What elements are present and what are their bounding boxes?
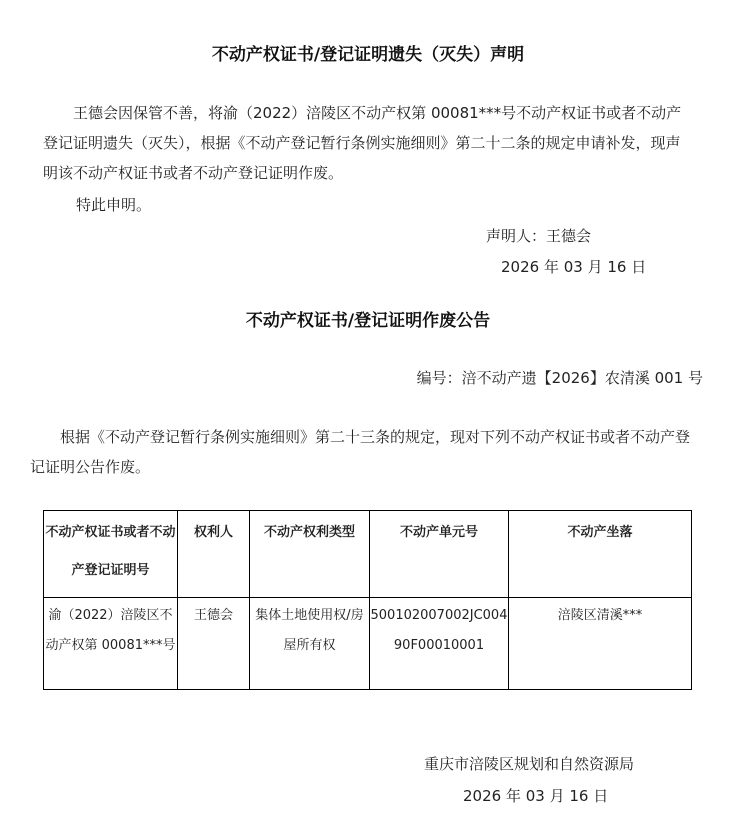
declaration-date: 2026 年 03 月 16 日 xyxy=(501,258,647,276)
declarant-signature: 声明人：王德会 xyxy=(486,227,592,245)
table-header-row xyxy=(44,511,692,598)
declaration-body: 王德会因保管不善，将渝（2022）涪陵区不动产权第 00081***号不动产权证书或者不动产登记证明遗失（灭失），根据《不动产登记暂行条例实施细则》第二十二条的规定申请补发，现声明该不动产权证书或者不动产登记证明作废。 xyxy=(43,104,682,182)
notice-title: 不动产权证书/登记证明作废公告 xyxy=(245,311,491,331)
header-right-type: 不动产权利类型 xyxy=(250,511,370,598)
cell-unit-no: 500102007002JC00490F00010001 xyxy=(370,598,509,690)
cell-cert-no: 渝（2022）涪陵区不动产权第 00081***号 xyxy=(44,598,178,690)
table-row xyxy=(44,598,692,690)
header-unit-no: 不动产单元号 xyxy=(370,511,509,598)
cell-right-type: 集体土地使用权/房屋所有权 xyxy=(250,598,370,690)
cell-holder: 王德会 xyxy=(178,598,250,690)
declaration-closing: 特此申明。 xyxy=(76,196,152,214)
header-cert-no: 不动产权证书或者不动产登记证明号 xyxy=(44,511,178,598)
issuer-name: 重庆市涪陵区规划和自然资源局 xyxy=(424,755,635,773)
cell-location: 涪陵区清溪*** xyxy=(509,598,692,690)
notice-number: 编号：涪不动产遗【2026】农清溪 001 号 xyxy=(416,369,703,387)
header-location: 不动产坐落 xyxy=(509,511,692,598)
void-certificate-table xyxy=(43,510,692,690)
declaration-title: 不动产权证书/登记证明遗失（灭失）声明 xyxy=(211,45,525,65)
notice-date: 2026 年 03 月 16 日 xyxy=(463,787,609,805)
notice-body: 根据《不动产登记暂行条例实施细则》第二十三条的规定，现对下列不动产权证书或者不动产登记证明公告作废。 xyxy=(30,428,691,476)
header-holder: 权利人 xyxy=(178,511,250,598)
